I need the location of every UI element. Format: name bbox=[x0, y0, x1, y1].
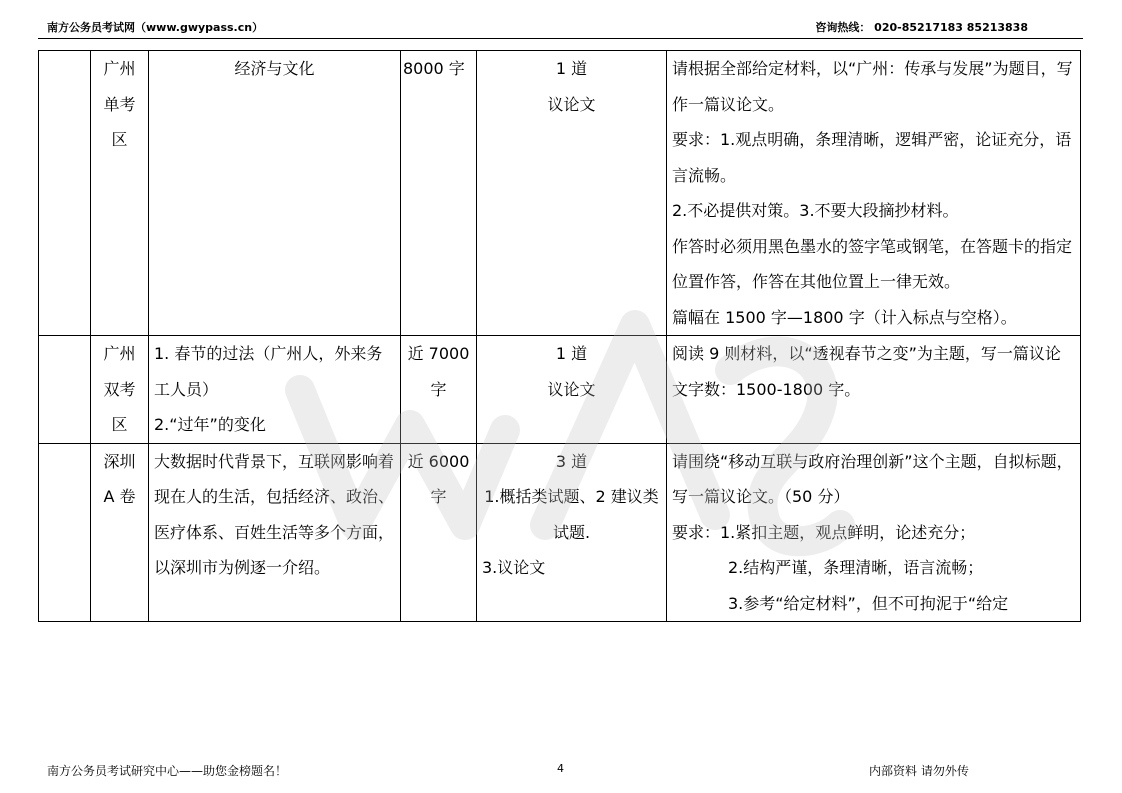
table-row bbox=[39, 443, 1081, 622]
topic-cell: 1. 春节的过法（广州人，外来务工人员） 2.“过年”的变化 bbox=[149, 336, 401, 444]
header-hotline: 咨询热线： 020-85217183 85213838 bbox=[815, 21, 1028, 34]
region-cell: 广州 单考 区 bbox=[91, 51, 149, 336]
blank-cell bbox=[39, 443, 91, 622]
question-type-cell: 1 道 议论文 bbox=[477, 51, 667, 336]
word-count-cell: 近 6000 字 bbox=[401, 443, 477, 622]
footer-confidential-note: 内部资料 请勿外传 bbox=[869, 764, 969, 778]
requirements-cell: 请围绕“移动互联与政府治理创新”这个主题，自拟标题，写一篇议论文。（50 分） 要求：1.紧扣主题，观点鲜明，论述充分； 2.结构严谨，条理清晰，语言流畅； 3.参考“给定材料”，但不可拘泥于“给定 bbox=[667, 443, 1081, 622]
requirements-cell: 阅读 9 则材料，以“透视春节之变”为主题，写一篇议论文字数：1500-1800 字。 bbox=[667, 336, 1081, 444]
header-divider bbox=[38, 38, 1083, 39]
question-type-cell: 1 道 议论文 bbox=[477, 336, 667, 444]
table-row bbox=[39, 51, 1081, 336]
footer-slogan: 南方公务员考试研究中心——助您金榜题名！ bbox=[47, 764, 288, 778]
word-count-cell: 近 7000 字 bbox=[401, 336, 477, 444]
word-count-cell: 8000 字 bbox=[401, 51, 477, 336]
requirements-cell: 请根据全部给定材料，以“广州：传承与发展”为题目，写作一篇议论文。 要求：1.观点明确，条理清晰，逻辑严密，论证充分，语言流畅。 2.不必提供对策。3.不要大段摘抄材料。 作答时必须用黑色墨水的签字笔或钢笔，在答题卡的指定位置作答，作答在其他位置上一律无效。 篇幅在 1500 字—1800 字（计入标点与空格）。 bbox=[667, 51, 1081, 336]
region-cell: 广州 双考 区 bbox=[91, 336, 149, 444]
question-type-cell: 3 道 1.概括类试题、2 建议类试题. 3.议论文 bbox=[477, 443, 667, 622]
blank-cell bbox=[39, 51, 91, 336]
table-row bbox=[39, 336, 1081, 444]
header-site-name: 南方公务员考试网（www.gwypass.cn） bbox=[47, 21, 264, 34]
page-number: 4 bbox=[557, 762, 564, 775]
topic-cell: 大数据时代背景下，互联网影响着现在人的生活，包括经济、政治、医疗体系、百姓生活等多个方面，以深圳市为例逐一介绍。 bbox=[149, 443, 401, 622]
region-cell: 深圳 A 卷 bbox=[91, 443, 149, 622]
topic-cell: 经济与文化 bbox=[149, 51, 401, 336]
exam-table bbox=[38, 50, 1081, 622]
blank-cell bbox=[39, 336, 91, 444]
